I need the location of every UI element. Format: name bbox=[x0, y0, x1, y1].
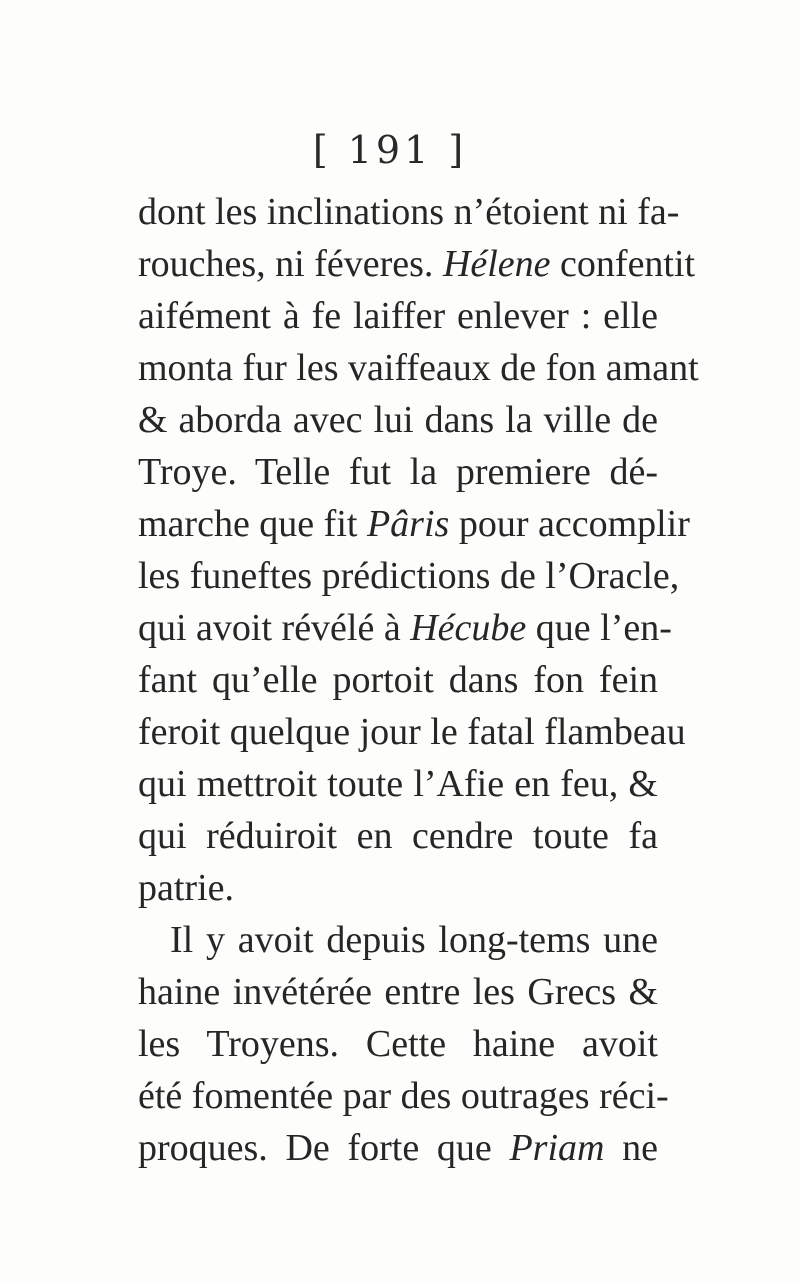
text-line: Troye. Telle fut la premiere dé- bbox=[138, 451, 658, 493]
page-number: [ 191 ] bbox=[312, 128, 468, 172]
text-line: proques. De forte que Priam ne bbox=[138, 1127, 659, 1169]
text-line: qui mettroit toute l’Afie en feu, & bbox=[138, 763, 658, 805]
text-line: les Troyens. Cette haine avoit bbox=[138, 1023, 658, 1065]
text-line: qui réduiroit en cendre toute fa bbox=[138, 815, 658, 857]
text-line: & aborda avec lui dans la ville de bbox=[138, 399, 658, 441]
text-line: les funeftes prédictions de l’Oracle, bbox=[138, 555, 680, 597]
proper-name: Hélene bbox=[442, 243, 551, 285]
text-line: haine invétérée entre les Grecs & bbox=[138, 971, 658, 1013]
text-line: été fomentée par des outrages réci- bbox=[138, 1075, 669, 1117]
text-line: dont les inclinations n’étoient ni fa- bbox=[138, 191, 680, 233]
text-line: monta fur les vaiffeaux de fon amant bbox=[138, 347, 699, 389]
text-line: rouches, ni féveres. Hélene confentit bbox=[138, 243, 696, 285]
body-text bbox=[138, 186, 699, 1174]
text-line: feroit quelque jour le fatal flambeau bbox=[138, 711, 686, 753]
text-line: aifément à fe laiffer enlever : elle bbox=[138, 295, 658, 337]
proper-name: Priam bbox=[509, 1127, 605, 1169]
text-line: patrie. bbox=[138, 867, 235, 909]
text-line: marche que fit Pâris pour accomplir bbox=[138, 503, 690, 545]
proper-name: Pâris bbox=[366, 503, 450, 545]
proper-name: Hécube bbox=[410, 607, 527, 649]
text-line: fant qu’elle portoit dans fon fein bbox=[138, 659, 658, 701]
text-line: qui avoit révélé à Hécube que l’en- bbox=[138, 607, 672, 649]
paragraph-first-line: Il y avoit depuis long-tems une bbox=[170, 919, 658, 961]
